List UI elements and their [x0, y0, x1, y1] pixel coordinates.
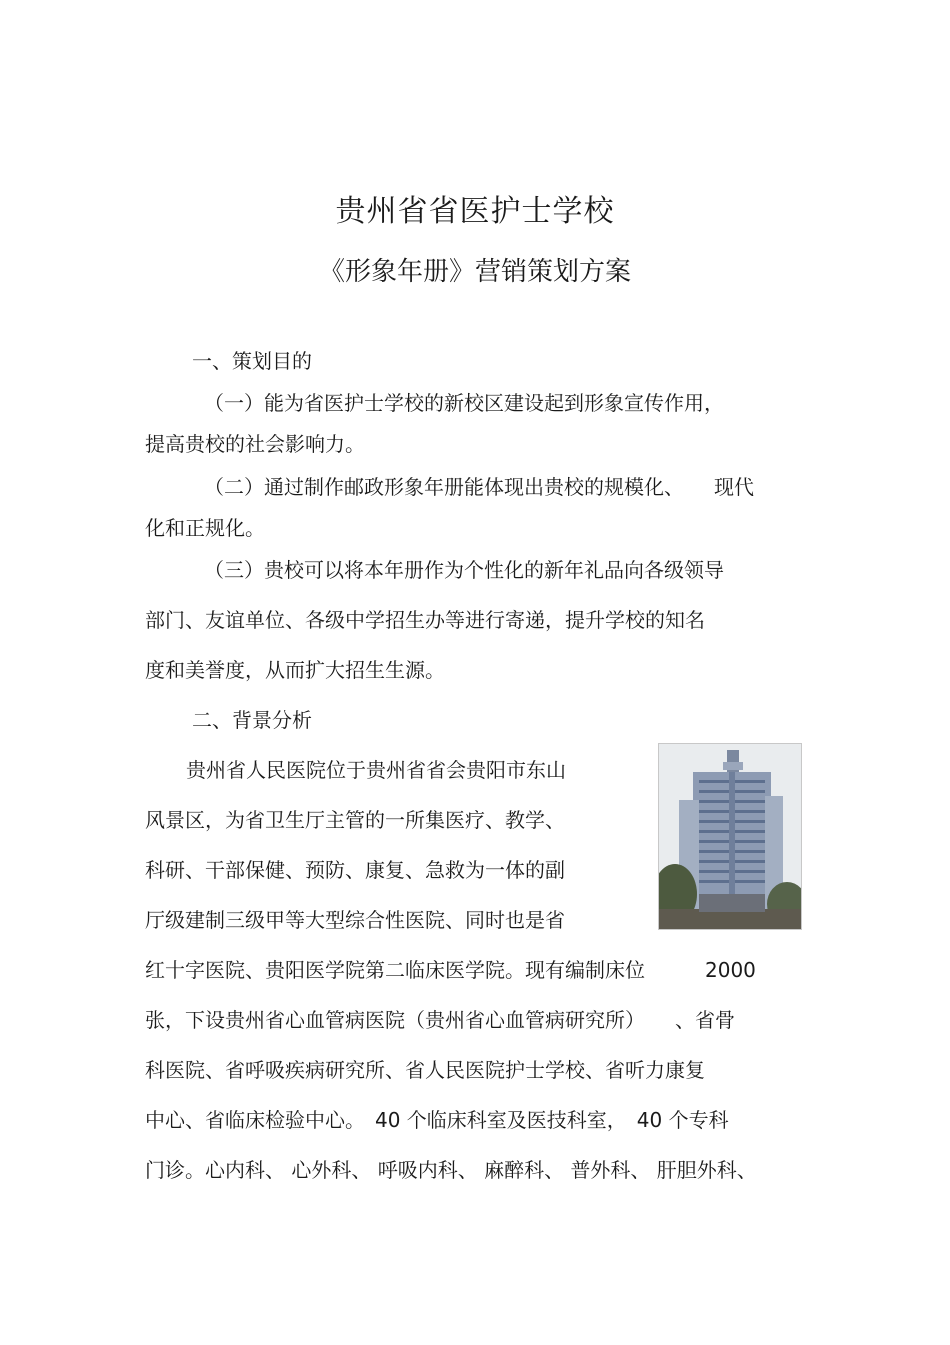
paragraph-line: 红十字医院、贵阳医学院第二临床医学院。现有编制床位 2000	[145, 958, 756, 982]
paragraph-line: 化和正规化。	[145, 516, 265, 540]
paragraph-line: 科医院、省呼吸疾病研究所、省人民医院护士学校、省听力康复	[145, 1058, 705, 1082]
document-title: 贵州省省医护士学校	[335, 194, 615, 229]
hospital-building-photo	[658, 743, 802, 930]
document-subtitle: 《形象年册》营销策划方案	[318, 257, 631, 287]
paragraph-line: 门诊。心内科、 心外科、 呼吸内科、 麻醉科、 普外科、 肝胆外科、	[145, 1158, 757, 1182]
paragraph-line: （二）通过制作邮政形象年册能体现出贵校的规模化、 现代	[204, 475, 754, 499]
paragraph-line: 提高贵校的社会影响力。	[145, 432, 365, 456]
paragraph-line: （一）能为省医护士学校的新校区建设起到形象宣传作用，	[204, 391, 724, 415]
paragraph-line: （三）贵校可以将本年册作为个性化的新年礼品向各级领导	[204, 558, 724, 582]
section-heading-background: 二、背景分析	[192, 708, 312, 732]
paragraph-line: 部门、友谊单位、各级中学招生办等进行寄递，提升学校的知名	[145, 608, 705, 632]
paragraph-line: 度和美誉度，从而扩大招生生源。	[145, 658, 445, 682]
paragraph-line: 科研、干部保健、预防、康复、急救为一体的副	[145, 858, 565, 882]
paragraph-line: 厅级建制三级甲等大型综合性医院、同时也是省	[145, 908, 565, 932]
hospital-building-icon	[659, 744, 801, 929]
paragraph-line: 张，下设贵州省心血管病医院（贵州省心血管病研究所） 、省骨	[145, 1008, 735, 1032]
paragraph-line: 中心、省临床检验中心。 40 个临床科室及医技科室， 40 个专科	[145, 1108, 729, 1132]
paragraph-line: 贵州省人民医院位于贵州省省会贵阳市东山	[186, 758, 566, 782]
section-heading-purpose: 一、策划目的	[192, 349, 312, 373]
paragraph-line: 风景区，为省卫生厅主管的一所集医疗、教学、	[145, 808, 565, 832]
